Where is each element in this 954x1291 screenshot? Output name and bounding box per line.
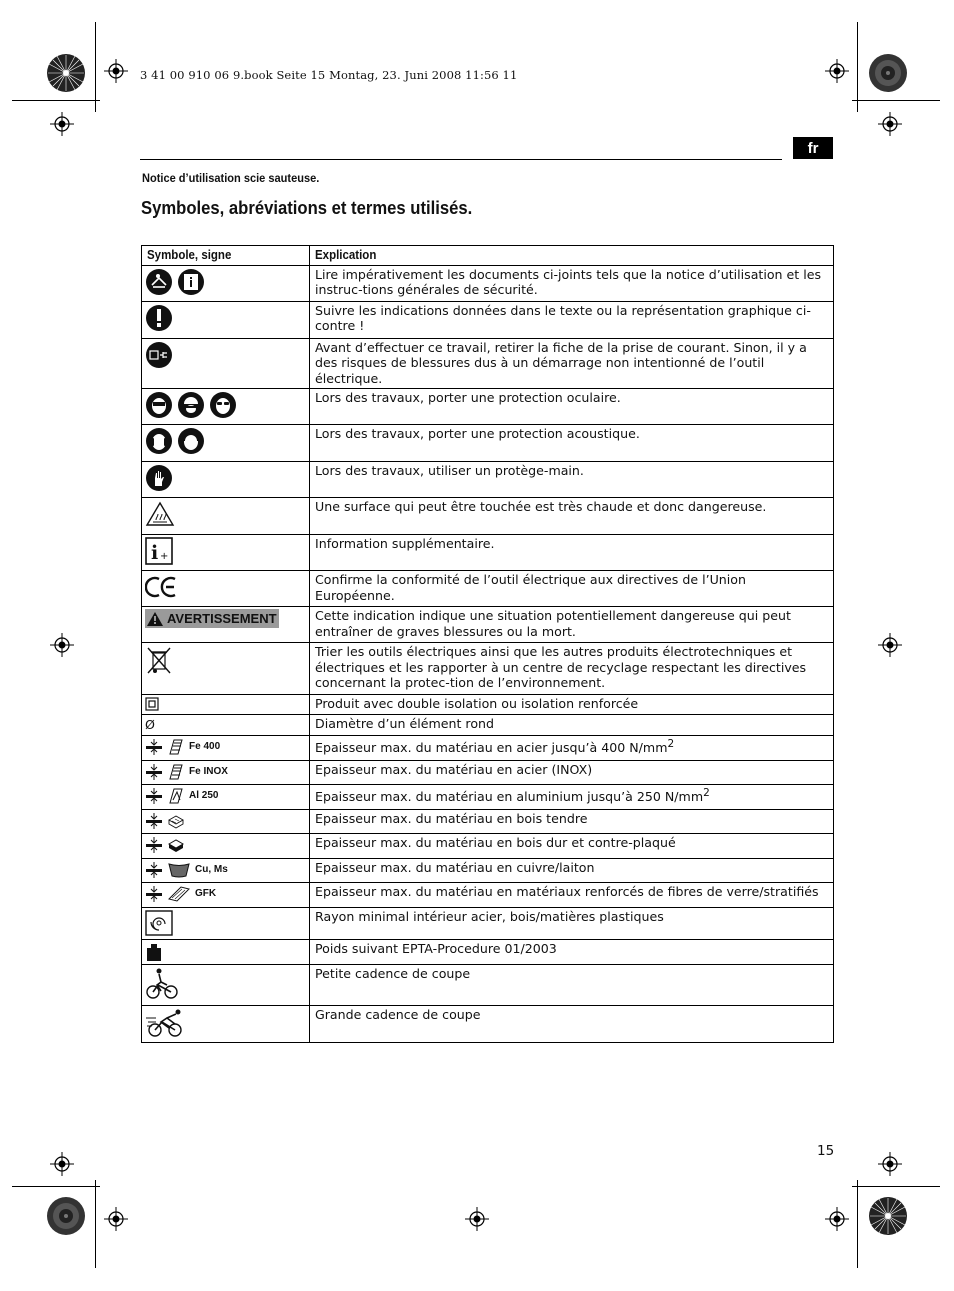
symbol-cell [142,266,310,302]
symbol-cell [142,695,310,715]
symbols-table [141,245,834,1043]
thickness-icon [145,885,163,903]
ear-protection-icon [145,427,173,455]
table-row [142,939,834,964]
thickness-icon [145,812,163,830]
explanation-cell: Epaisseur max. du matériau en bois tendre [310,809,834,833]
warning-label: AVERTISSEMENT [145,609,279,628]
warning-triangle-icon [147,612,163,626]
face-shield-icon [145,391,173,419]
registration-mark-icon [878,1152,902,1176]
table-row [142,1005,834,1042]
symbol-cell [142,339,310,389]
table-row [142,784,834,809]
fiberglass-icon [167,885,191,903]
hardwood-icon [167,836,185,854]
registration-mark-icon [104,1207,128,1231]
material-code: GFK [195,887,217,899]
table-row [142,607,834,643]
explanation-cell: Produit avec double isolation ou isolation renforcée [310,695,834,715]
language-badge: fr [793,137,833,159]
explanation-cell: Lors des travaux, porter une protection oculaire. [310,389,834,425]
symbol-cell [142,964,310,1005]
table-row [142,715,834,735]
table-row [142,266,834,302]
symbol-cell [142,425,310,462]
copper-icon [167,861,191,879]
aluminium-icon [167,787,185,805]
explanation-cell: Epaisseur max. du matériau en matériaux renforcés de fibres de verre/stratifiés [310,882,834,907]
explanation-cell: Epaisseur max. du matériau en aluminium jusqu’à 250 $N/mm^2$ [310,784,834,809]
table-row [142,907,834,939]
explanation-cell: Lors des travaux, utiliser un protège-main. [310,462,834,498]
double-insulation-icon [145,697,159,711]
softwood-icon [167,812,185,830]
table-row [142,735,834,760]
thickness-icon [145,763,163,781]
symbol-cell [142,498,310,535]
header-rule [140,159,782,160]
symbol-cell [142,784,310,809]
registration-mark-icon [104,59,128,83]
symbol-cell [142,939,310,964]
table-row [142,695,834,715]
symbol-cell [142,607,310,643]
symbol-cell [142,1005,310,1042]
print-header: 3 41 00 910 06 9.book Seite 15 Montag, 23. Juni 2008 11:56 11 [140,68,518,82]
table-row [142,339,834,389]
page-number: 15 [817,1143,835,1159]
symbol-cell [142,907,310,939]
svg-text:+: + [160,551,169,563]
registration-mark-icon [465,1207,489,1231]
thickness-icon [145,787,163,805]
symbol-cell [142,809,310,833]
symbol-cell [142,882,310,907]
explanation-cell: Grande cadence de coupe [310,1005,834,1042]
thickness-icon [145,738,163,756]
symbol-cell [142,643,310,695]
table-row [142,643,834,695]
slow-cyclist-icon [145,967,179,1001]
symbol-cell [142,389,310,425]
table-row [142,833,834,858]
explanation-cell: Epaisseur max. du matériau en acier jusqu’à 400 $N/mm^2$ [310,735,834,760]
color-rosette-icon [868,53,908,93]
table-row [142,809,834,833]
registration-mark-icon [825,59,849,83]
color-rosette-icon [868,1196,908,1236]
explanation-cell: Suivre les indications données dans le texte ou la représentation graphique ci-contre ! [310,302,834,339]
steel-icon [167,763,185,781]
explanation-cell: Avant d’effectuer ce travail, retirer la fiche de la prise de courant. Sinon, il y a des risques de blessures dus à un démarrage non intentionné de l’outil électrique. [310,339,834,389]
notice-title: Notice d’utilisation scie sauteuse. [142,171,320,185]
table-row [142,389,834,425]
table-row [142,535,834,571]
hot-surface-icon [145,500,175,528]
table-row [142,571,834,607]
color-rosette-icon [46,53,86,93]
material-code: Al 250 [189,789,219,801]
registration-mark-icon [50,633,74,657]
diameter-symbol: Ø [145,717,155,733]
explanation-cell: Lors des travaux, porter une protection acoustique. [310,425,834,462]
explanation-cell: Une surface qui peut être touchée est très chaude et donc dangereuse. [310,498,834,535]
symbol-cell [142,760,310,784]
helmet-icon [177,391,205,419]
explanation-cell: Cette indication indique une situation potentiellement dangereuse qui peut entraîner de graves blessures ou la mort. [310,607,834,643]
thickness-icon [145,861,163,879]
explanation-cell: Lire impérativement les documents ci-joints tels que la notice d’utilisation et les instruc-tions générales de sécurité. [310,266,834,302]
symbol-cell [142,833,310,858]
explanation-cell: Confirme la conformité de l’outil électrique aux directives de l’Union Européenne. [310,571,834,607]
explanation-cell: Petite cadence de coupe [310,964,834,1005]
curve-radius-icon [145,910,173,936]
table-row [142,498,834,535]
explanation-cell: Epaisseur max. du matériau en acier (INOX) [310,760,834,784]
goggles-icon [209,391,237,419]
info-plus-icon [145,537,173,565]
color-rosette-icon [46,1196,86,1236]
symbol-column-header: Symbole, signe [142,246,310,266]
material-code: Cu, Ms [195,863,228,875]
ear-protection-icon [177,427,205,455]
material-code: Fe INOX [189,765,228,777]
table-header-row [142,246,834,266]
symbol-cell [142,302,310,339]
registration-mark-icon [50,112,74,136]
table-row [142,425,834,462]
explanation-cell: Epaisseur max. du matériau en bois dur et contre-plaqué [310,833,834,858]
explanation-cell: Poids suivant EPTA-Procedure 01/2003 [310,939,834,964]
registration-mark-icon [50,1152,74,1176]
registration-mark-icon [878,112,902,136]
explanation-cell: Information supplémentaire. [310,535,834,571]
explanation-cell: Rayon minimal intérieur acier, bois/matières plastiques [310,907,834,939]
table-row [142,462,834,498]
symbol-cell [142,735,310,760]
symbol-cell [142,571,310,607]
info-book-icon [177,268,205,296]
steel-icon [167,738,185,756]
explanation-cell: Trier les outils électriques ainsi que les autres produits électrotechniques et électriques et les rapporter à un centre de recyclage respectant les directives concernant la protec-tion de l’environnement. [310,643,834,695]
explanation-column-header: Explication [310,246,834,266]
table-row [142,302,834,339]
table-row [142,882,834,907]
crossed-bin-icon [145,645,173,677]
exclamation-icon [145,304,173,332]
table-row [142,858,834,882]
fast-cyclist-icon [145,1008,185,1040]
registration-mark-icon [825,1207,849,1231]
thickness-icon [145,836,163,854]
gloves-icon [145,464,173,492]
weight-icon [145,942,163,962]
explanation-cell: Diamètre d’un élément rond [310,715,834,735]
symbol-cell [142,462,310,498]
table-row [142,964,834,1005]
svg-text:i: i [151,542,159,565]
table-row [142,760,834,784]
symbol-cell [142,715,310,735]
symbol-cell [142,858,310,882]
symbol-cell [142,535,310,571]
explanation-cell: Epaisseur max. du matériau en cuivre/laiton [310,858,834,882]
ce-mark-icon [145,573,179,601]
registration-mark-icon [878,633,902,657]
material-code: Fe 400 [189,740,221,752]
read-manual-icon [145,268,173,296]
section-title: Symboles, abréviations et termes utilisés. [141,197,473,218]
unplug-icon [145,341,173,369]
